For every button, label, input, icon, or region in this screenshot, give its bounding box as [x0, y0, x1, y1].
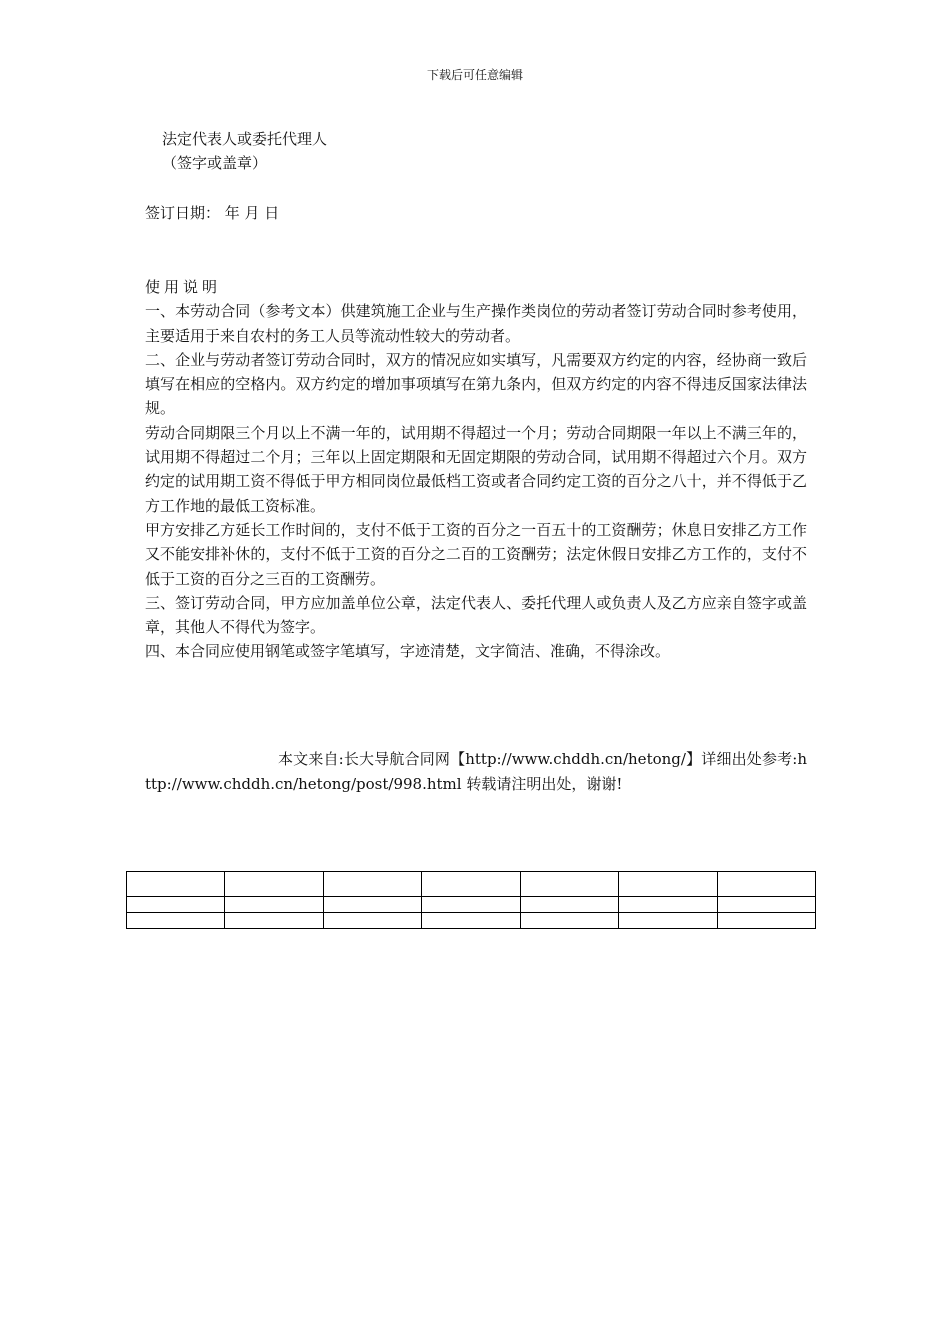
instruction-paragraph-3: 劳动合同期限三个月以上不满一年的，试用期不得超过一个月；劳动合同期限一年以上不满三年的，试用期不得超过二个月；三年以上固定期限和无固定期限的劳动合同，试用期不得超过六个月。双方约定的试用期工资不得低于甲方相同岗位最低档工资或者合同约定工资的百分之八十，并不得低于乙方工作地的最低工资标准。	[145, 423, 807, 515]
header-note: 下载后可任意编辑	[426, 68, 523, 82]
instruction-paragraph-2: 二、企业与劳动者签订劳动合同时，双方的情况应如实填写，凡需要双方约定的内容，经协商一致后填写在相应的空格内。双方约定的增加事项填写在第九条内，但双方约定的内容不得违反国家法律法规。	[145, 350, 807, 418]
table-row	[127, 897, 816, 913]
source-note: 本文来自:长大导航合同网【http://www.chddh.cn/hetong/】详细出处参考:http://www.chddh.cn/hetong/post/998.html 转载请注明出处，谢谢!	[145, 750, 807, 793]
table-cell	[619, 913, 717, 929]
table-cell	[619, 897, 717, 913]
table-cell	[619, 872, 717, 897]
instruction-paragraph-5: 三、签订劳动合同，甲方应加盖单位公章，法定代表人、委托代理人或负责人及乙方应亲自签字或盖章，其他人不得代为签字。	[145, 593, 807, 637]
blank-table	[126, 871, 816, 929]
instruction-paragraph-4: 甲方安排乙方延长工作时间的，支付不低于工资的百分之一百五十的工资酬劳；休息日安排乙方工作又不能安排补休的，支付不低于工资的百分之二百的工资酬劳；法定休假日安排乙方工作的，支付不低于工资的百分之三百的工资酬劳。	[145, 520, 807, 588]
table-cell	[323, 897, 421, 913]
table-cell	[225, 897, 323, 913]
table-cell	[127, 872, 225, 897]
table-cell	[520, 872, 618, 897]
table-row	[127, 872, 816, 897]
instructions-title: 使用说明	[145, 278, 222, 296]
table-row	[127, 913, 816, 929]
usage-instructions	[145, 275, 807, 664]
table-cell	[225, 913, 323, 929]
table-cell	[127, 897, 225, 913]
table-cell	[323, 913, 421, 929]
table-cell	[422, 913, 520, 929]
table-cell	[520, 913, 618, 929]
table-cell	[127, 913, 225, 929]
signature-hint: （签字或盖章）	[162, 154, 268, 172]
table-cell	[520, 897, 618, 913]
sign-date: 签订日期： 年 月 日	[145, 204, 280, 222]
table-cell	[717, 897, 815, 913]
table-cell	[422, 897, 520, 913]
table-cell	[717, 872, 815, 897]
instruction-paragraph-6: 四、本合同应使用钢笔或签字笔填写，字迹清楚，文字简洁、准确，不得涂改。	[145, 642, 671, 661]
table-cell	[225, 872, 323, 897]
table-cell	[323, 872, 421, 897]
signature-label: 法定代表人或委托代理人	[162, 130, 328, 148]
table-cell	[422, 872, 520, 897]
table-cell	[717, 913, 815, 929]
instruction-paragraph-1: 一、本劳动合同（参考文本）供建筑施工企业与生产操作类岗位的劳动者签订劳动合同时参考使用，主要适用于来自农村的务工人员等流动性较大的劳动者。	[145, 302, 807, 345]
